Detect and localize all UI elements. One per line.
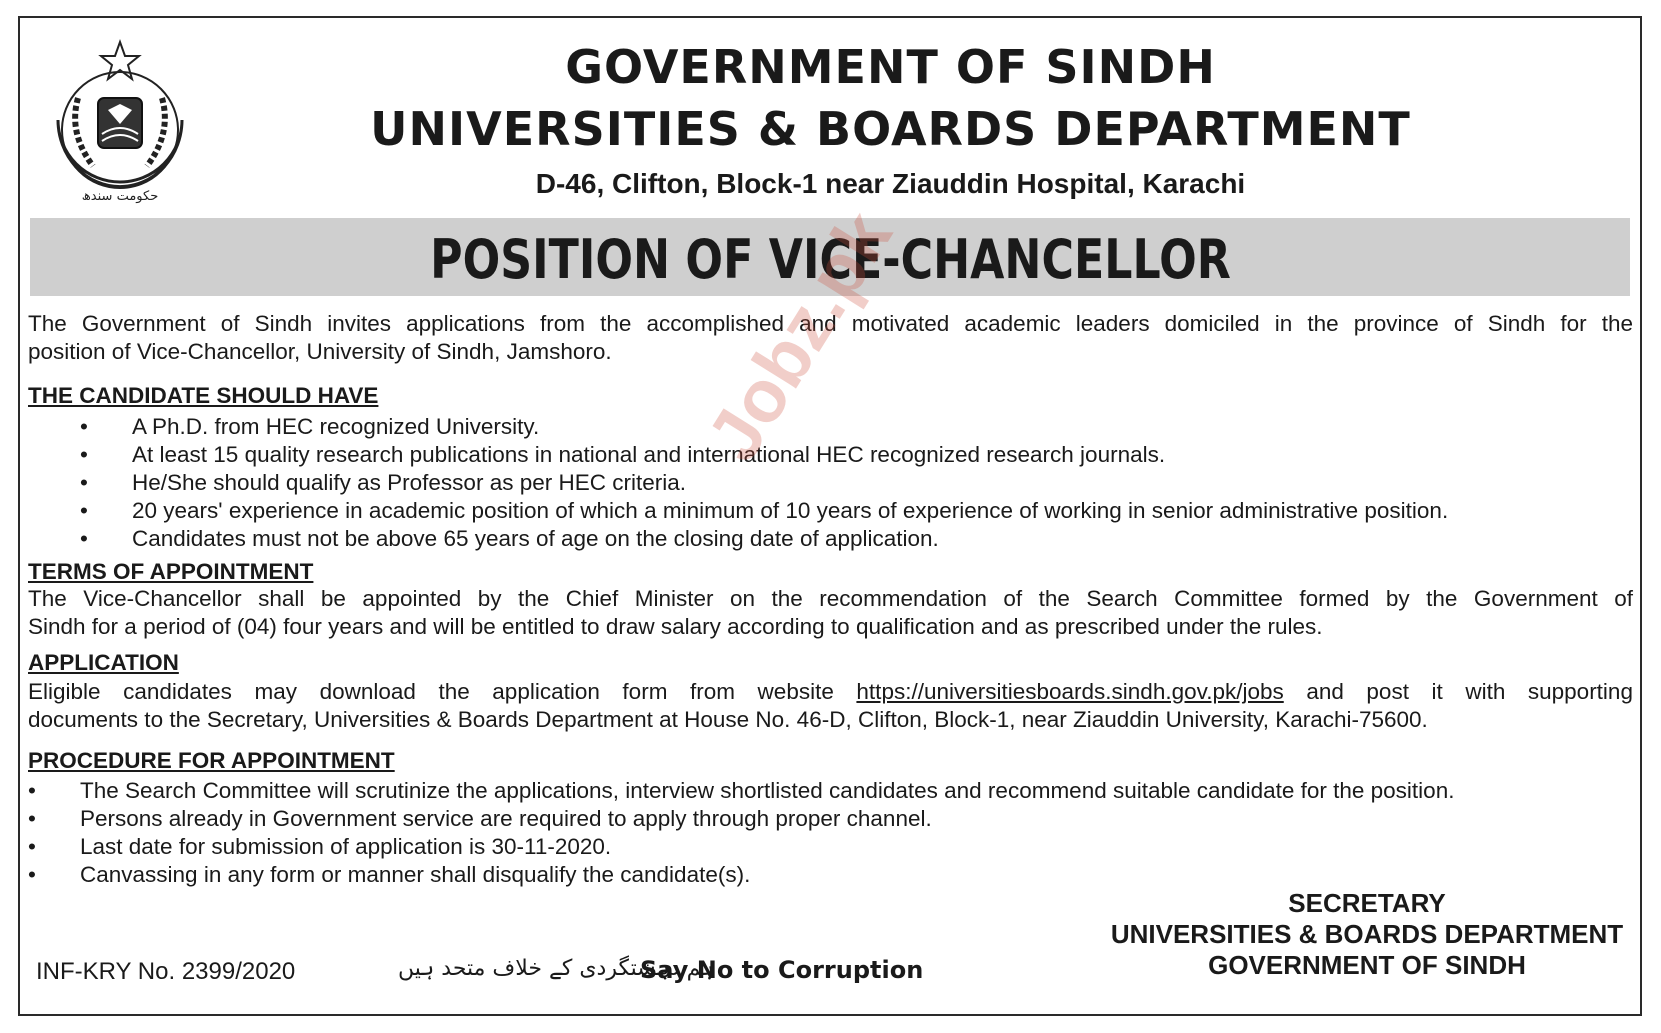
terms-line-1: The Vice-Chancellor shall be appointed by the Chief Minister on the recommendation of the Search Committee formed by the Government of xyxy=(28,586,1633,611)
urdu-slogan: ہم دہشتگردی کے خلاف متحد ہیں xyxy=(398,956,715,981)
bullet-icon: • xyxy=(80,414,88,439)
department-address: D-46, Clifton, Block-1 near Ziauddin Hospital, Karachi xyxy=(535,168,1246,199)
application-form-link[interactable]: https://universitiesboards.sindh.gov.pk/jobs xyxy=(856,679,1284,704)
procedure-heading: PROCEDURE FOR APPOINTMENT xyxy=(28,748,395,773)
bullet-icon: • xyxy=(80,470,88,495)
bullet-icon: • xyxy=(80,442,88,467)
signature-department: UNIVERSITIES & BOARDS DEPARTMENT xyxy=(1110,919,1624,949)
signature-government: GOVERNMENT OF SINDH xyxy=(1208,950,1526,980)
anti-corruption-slogan: Say No to Corruption xyxy=(640,956,924,984)
department-title: UNIVERSITIES & BOARDS DEPARTMENT xyxy=(370,102,1411,156)
bullet-icon: • xyxy=(28,778,36,803)
list-item: • 20 years' experience in academic position of which a minimum of 10 years of experience of working in senior administrative position. xyxy=(80,498,1449,523)
procedure-list xyxy=(28,777,1454,889)
candidate-heading: THE CANDIDATE SHOULD HAVE xyxy=(28,383,379,408)
intro-line-1: The Government of Sindh invites applications from the accomplished and motivated academic leaders domiciled in the province of Sindh for the xyxy=(28,311,1633,336)
signature-title: SECRETARY xyxy=(1288,888,1446,918)
list-item: • The Search Committee will scrutinize the applications, interview shortlisted candidates and recommend suitable candidate for the position. xyxy=(28,778,1455,803)
position-title: POSITION OF VICE-CHANCELLOR xyxy=(430,228,1231,291)
candidate-requirements-list xyxy=(80,413,1448,553)
reference-number: INF-KRY No. 2399/2020 xyxy=(36,958,296,985)
bullet-icon: • xyxy=(28,806,36,831)
list-item: • Last date for submission of application is 30-11-2020. xyxy=(28,834,612,859)
list-item: • Persons already in Government service are required to apply through proper channel. xyxy=(28,806,932,831)
application-line-2: documents to the Secretary, Universities & Boards Department at House No. 46-D, Clifton, Block-1, near Ziauddin University, Karachi-75600. xyxy=(28,707,1428,732)
list-item: • Candidates must not be above 65 years of age on the closing date of application. xyxy=(80,526,939,551)
terms-line-2: Sindh for a period of (04) four years and will be entitled to draw salary according to qualification and as prescribed under the rules. xyxy=(28,614,1323,639)
list-item: • At least 15 quality research publications in national and international HEC recognized research journals. xyxy=(80,442,1166,467)
watermark: Jobz.pk xyxy=(690,196,908,475)
government-title: GOVERNMENT OF SINDH xyxy=(565,40,1216,94)
emblem-text: حکومت سندھ xyxy=(81,189,159,204)
application-heading: APPLICATION xyxy=(28,650,179,675)
bullet-icon: • xyxy=(80,526,88,551)
bullet-icon: • xyxy=(28,862,36,887)
intro-line-2: position of Vice-Chancellor, University of Sindh, Jamshoro. xyxy=(28,339,612,364)
list-item: • A Ph.D. from HEC recognized University. xyxy=(80,414,540,439)
application-line-1: Eligible candidates may download the application form from website https://universitiesboards.sindh.gov.pk/jobs and post it with supporting xyxy=(28,679,1633,704)
bullet-icon: • xyxy=(28,834,36,859)
bullet-icon: • xyxy=(80,498,88,523)
terms-heading: TERMS OF APPOINTMENT xyxy=(28,559,314,584)
list-item: • He/She should qualify as Professor as per HEC criteria. xyxy=(80,470,686,495)
list-item: • Canvassing in any form or manner shall disqualify the candidate(s). xyxy=(28,862,751,887)
